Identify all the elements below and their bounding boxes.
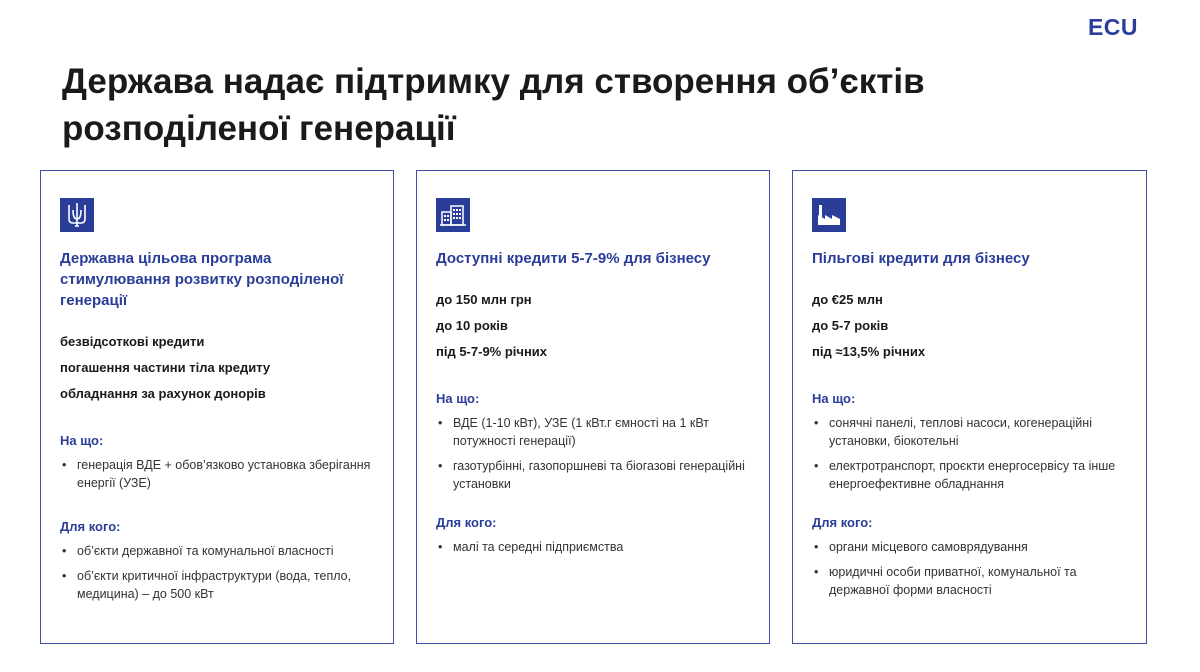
for-whom-list — [436, 538, 751, 556]
card-affordable-loans — [416, 170, 770, 644]
buildings-icon — [436, 198, 470, 232]
for-whom-list — [60, 542, 375, 603]
highlight-item: погашення частини тіла кредиту — [60, 360, 271, 375]
what-for-list — [812, 414, 1128, 493]
highlight-item: до 5-7 років — [812, 318, 889, 333]
highlight-item: до 10 років — [436, 318, 508, 333]
card-highlights — [436, 287, 751, 365]
what-for-label: На що: — [812, 391, 856, 406]
list-item: • юридичні особи приватної, комунальної та державної форми власності — [812, 563, 1128, 599]
cards-row — [40, 170, 1147, 644]
highlight-item: безвідсоткові кредити — [60, 334, 205, 349]
for-whom-label: Для кого: — [812, 515, 873, 530]
card-highlights — [60, 329, 375, 407]
list-item: • газотурбінні, газопоршневі та біогазові генераційні установки — [436, 457, 751, 493]
list-item: • сонячні панелі, теплові насоси, когенераційні установки, біокотельні — [812, 414, 1128, 450]
list-item: • електротранспорт, проєкти енергосервісу та інше енергоефективне обладнання — [812, 457, 1128, 493]
highlight-item: обладнання за рахунок донорів — [60, 386, 266, 401]
card-highlights — [812, 287, 1128, 365]
highlight-item: до 150 млн грн — [436, 292, 532, 307]
list-item: • об’єкти критичної інфраструктури (вода, тепло, медицина) – до 500 кВт — [60, 567, 375, 603]
what-for-list — [436, 414, 751, 493]
what-for-label: На що: — [60, 433, 104, 448]
what-for-list — [60, 456, 375, 492]
list-item: • малі та середні підприємства — [436, 538, 751, 556]
trident-icon — [60, 198, 94, 232]
highlight-item: під 5-7-9% річних — [436, 344, 548, 359]
card-state-program — [40, 170, 394, 644]
list-item: • об’єкти державної та комунальної власності — [60, 542, 375, 560]
highlight-item: до €25 млн — [812, 292, 883, 307]
card-title: Державна цільова програма стимулювання розвитку розподіленої генерації — [60, 250, 344, 309]
for-whom-label: Для кого: — [60, 519, 121, 534]
list-item: • ВДЕ (1-10 кВт), УЗЕ (1 кВт.г ємності на 1 кВт потужності генерації) — [436, 414, 751, 450]
card-preferential-loans — [792, 170, 1147, 644]
card-title: Доступні кредити 5-7-9% для бізнесу — [436, 250, 711, 267]
for-whom-list — [812, 538, 1128, 599]
list-item: • генерація ВДЕ + обов’язково установка зберігання енергії (УЗЕ) — [60, 456, 375, 492]
card-title: Пільгові кредити для бізнесу — [812, 250, 1030, 267]
factory-icon — [812, 198, 846, 232]
page-title: Держава надає підтримку для створення об’єктів розподіленої генерації — [62, 62, 925, 148]
ecu-logo: ECU — [1087, 14, 1138, 40]
what-for-label: На що: — [436, 391, 480, 406]
highlight-item: під ≈13,5% річних — [812, 344, 926, 359]
list-item: • органи місцевого самоврядування — [812, 538, 1128, 556]
for-whom-label: Для кого: — [436, 515, 497, 530]
